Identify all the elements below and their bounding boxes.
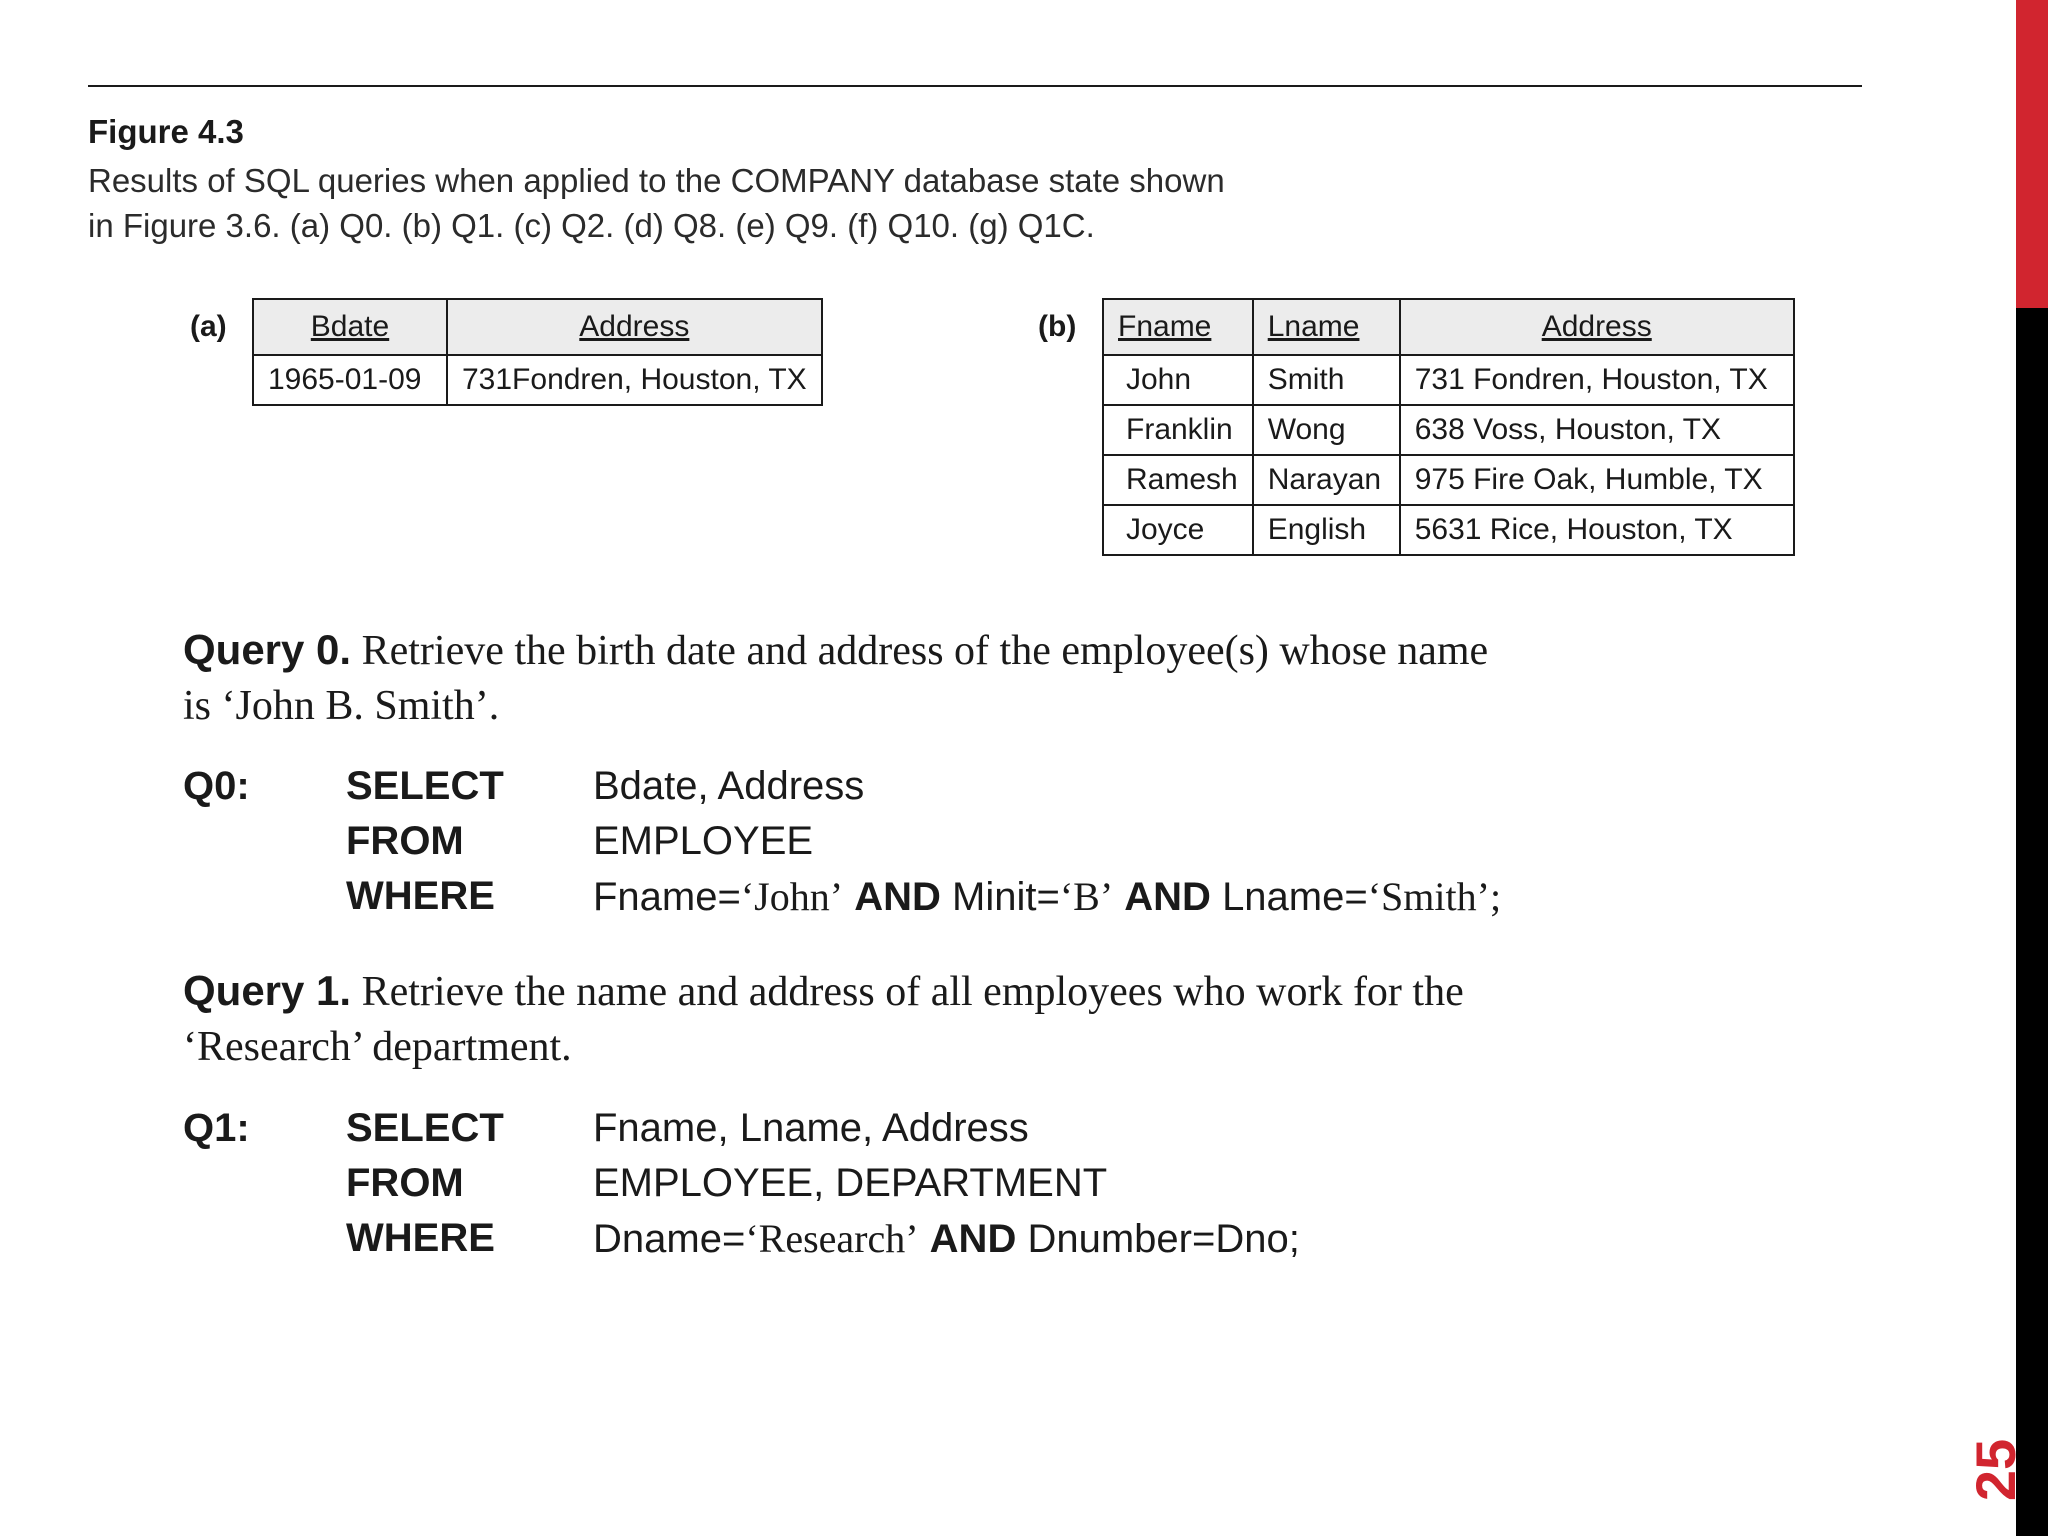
table-cell: Franklin	[1103, 405, 1253, 455]
table-cell: Narayan	[1253, 455, 1400, 505]
table-cell: Ramesh	[1103, 455, 1253, 505]
and-keyword: AND	[854, 875, 941, 919]
table-header-row	[1103, 299, 1794, 355]
table-row	[1103, 455, 1794, 505]
result-table-a	[252, 298, 823, 406]
table-cell: English	[1253, 505, 1400, 555]
q0-label: Q0:	[183, 764, 250, 808]
figure-title: Figure 4.3	[88, 113, 244, 150]
column-header-fname: Fname	[1103, 299, 1253, 355]
table-cell: 731Fondren, Houston, TX	[447, 355, 822, 405]
table-row	[1103, 505, 1794, 555]
table-cell: John	[1103, 355, 1253, 405]
table-row	[1103, 355, 1794, 405]
from-clause: EMPLOYEE, DEPARTMENT	[593, 1161, 1108, 1205]
where-clause	[593, 869, 1501, 925]
column-header-bdate: Bdate	[253, 299, 447, 355]
table-row	[1103, 405, 1794, 455]
table-cell: 1965-01-09	[253, 355, 447, 405]
where-part: Fname=	[593, 875, 741, 919]
query-0-heading: Query 0.	[183, 626, 352, 673]
caption-line-2: in Figure 3.6. (a) Q0. (b) Q1. (c) Q2. (d) Q8. (e) Q9. (f) Q10. (g) Q1C.	[88, 207, 1095, 244]
table-row	[253, 355, 822, 405]
query-1-description	[183, 963, 1743, 1075]
table-cell: Joyce	[1103, 505, 1253, 555]
table-a-label: (a)	[190, 310, 227, 343]
query-1-text-line-1: Retrieve the name and address of all employees who work for the	[361, 969, 1464, 1015]
page-number: 25	[1964, 1438, 2027, 1502]
from-clause: EMPLOYEE	[593, 819, 814, 863]
select-keyword: SELECT	[346, 1106, 504, 1150]
column-header-address: Address	[1400, 299, 1794, 355]
query-1-text-line-2: ‘Research’ department.	[183, 1024, 572, 1070]
column-header-address: Address	[447, 299, 822, 355]
query-1-heading: Query 1.	[183, 967, 352, 1014]
top-rule	[88, 85, 1862, 87]
right-edge-bar-red-segment	[2016, 0, 2048, 308]
table-cell: 638 Voss, Houston, TX	[1400, 405, 1794, 455]
select-clause: Bdate, Address	[593, 764, 865, 808]
query-0-text-line-1: Retrieve the birth date and address of the employee(s) whose name	[361, 628, 1489, 674]
result-table-b	[1102, 298, 1795, 556]
q1-label: Q1:	[183, 1106, 250, 1150]
and-keyword: AND	[929, 1217, 1017, 1261]
table-cell: Wong	[1253, 405, 1400, 455]
where-keyword: WHERE	[346, 1216, 495, 1260]
from-keyword: FROM	[346, 1161, 464, 1205]
where-literal: ‘Smith’;	[1367, 874, 1502, 919]
query-0-description	[183, 622, 1743, 734]
where-part: Dname=	[593, 1217, 746, 1261]
table-cell: Smith	[1253, 355, 1400, 405]
column-header-lname: Lname	[1253, 299, 1400, 355]
and-keyword: AND	[1124, 875, 1211, 919]
where-literal: ‘B’	[1059, 874, 1114, 919]
where-clause	[593, 1211, 1300, 1267]
select-clause: Fname, Lname, Address	[593, 1106, 1029, 1150]
figure-caption	[88, 158, 1388, 248]
where-part: Dnumber=Dno;	[1027, 1217, 1300, 1261]
right-edge-bar	[2016, 0, 2048, 1536]
where-literal: ‘John’	[740, 874, 844, 919]
where-keyword: WHERE	[346, 874, 495, 918]
where-part: Lname=	[1222, 875, 1368, 919]
from-keyword: FROM	[346, 819, 464, 863]
table-cell: 5631 Rice, Houston, TX	[1400, 505, 1794, 555]
query-0-text-line-2: is ‘John B. Smith’.	[183, 683, 500, 729]
select-keyword: SELECT	[346, 764, 504, 808]
table-cell: 975 Fire Oak, Humble, TX	[1400, 455, 1794, 505]
where-literal: ‘Research’	[745, 1216, 919, 1261]
where-part: Minit=	[952, 875, 1060, 919]
table-b-label: (b)	[1038, 310, 1077, 343]
caption-line-1: Results of SQL queries when applied to the COMPANY database state shown	[88, 162, 1225, 199]
table-header-row	[253, 299, 822, 355]
table-cell: 731 Fondren, Houston, TX	[1400, 355, 1794, 405]
